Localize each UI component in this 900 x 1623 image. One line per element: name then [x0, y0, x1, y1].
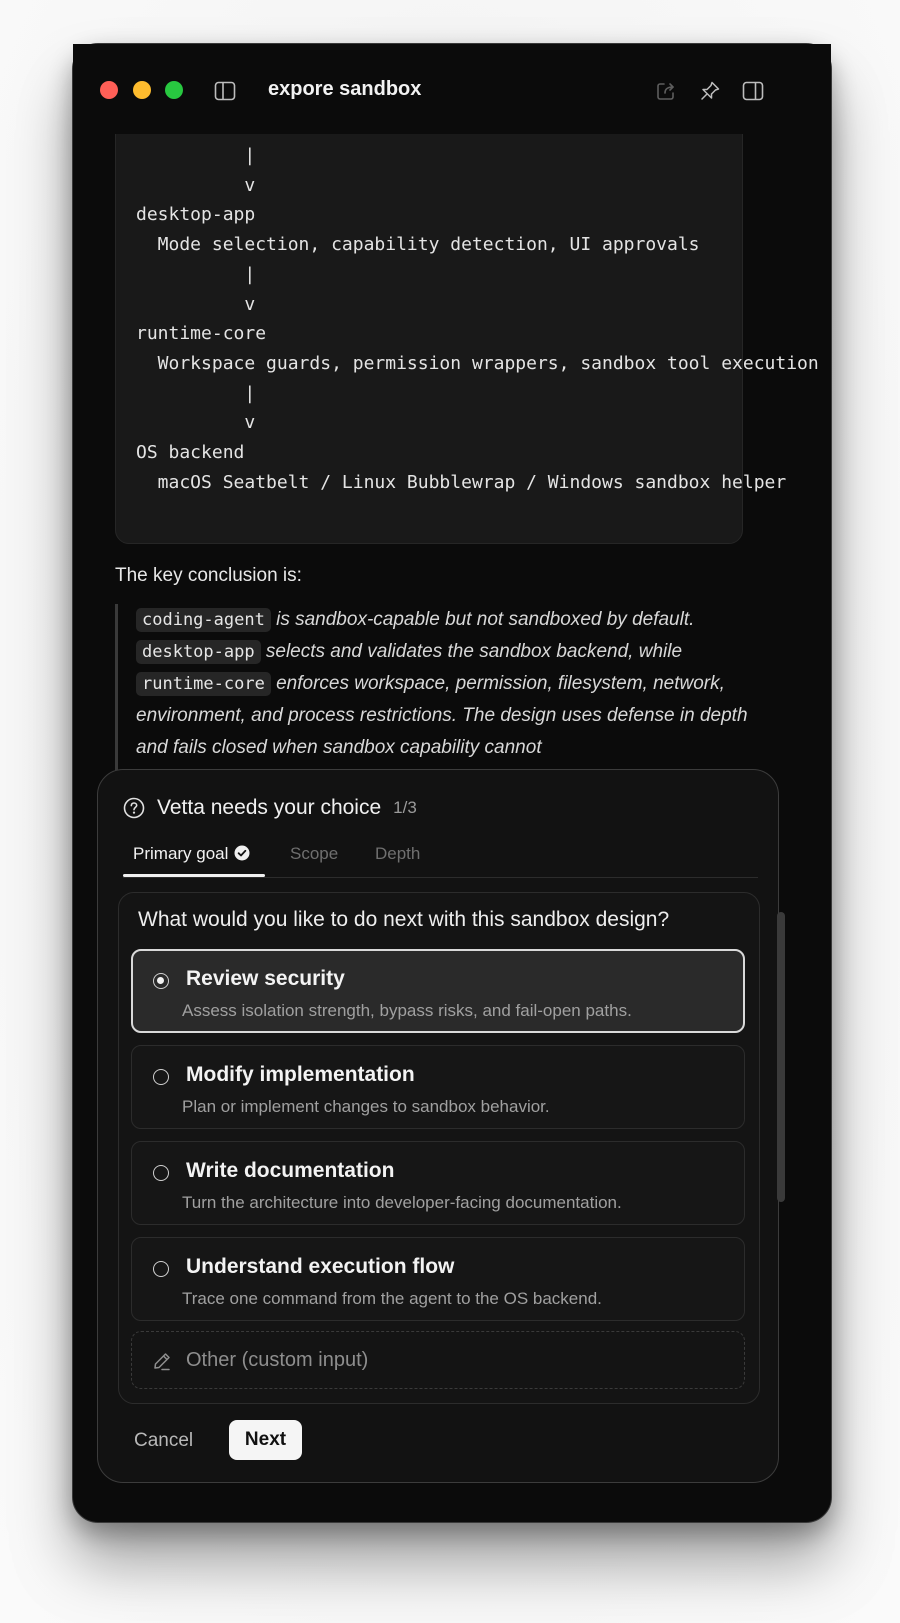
cancel-button[interactable]: Cancel	[134, 1430, 194, 1451]
next-button[interactable]: Next	[229, 1420, 302, 1460]
dialog-title: Vetta needs your choice	[157, 796, 382, 819]
option-review-security[interactable]	[131, 949, 745, 1033]
option-write-documentation[interactable]	[131, 1141, 745, 1225]
app-window	[72, 43, 832, 1523]
sidebar-toggle-icon[interactable]	[214, 80, 236, 102]
window-title: expore sandbox	[268, 78, 422, 100]
custom-input-label: Other (custom input)	[186, 1349, 369, 1371]
tab-primary-goal[interactable]	[133, 844, 250, 864]
quote-text: is sandbox-capable but not sandboxed by default.	[270, 609, 695, 630]
title-bar	[73, 44, 831, 134]
option-label: Write documentation	[186, 1159, 395, 1182]
option-label: Modify implementation	[186, 1063, 415, 1086]
option-description: Trace one command from the agent to the OS backend.	[182, 1289, 602, 1308]
question-panel	[118, 892, 760, 1404]
inline-code-coding-agent: coding-agent	[136, 608, 271, 632]
option-description: Assess isolation strength, bypass risks, and fail-open paths.	[182, 1001, 632, 1020]
radio-unselected[interactable]	[153, 1261, 169, 1277]
active-tab-indicator	[123, 874, 265, 877]
right-panel-toggle-icon[interactable]	[742, 80, 764, 102]
option-understand-execution-flow[interactable]	[131, 1237, 745, 1321]
zoom-window-button[interactable]	[165, 81, 183, 99]
quote-text: selects and validates the sandbox backend, while	[260, 641, 683, 662]
step-counter: 1/3	[393, 798, 417, 817]
question-circle-icon	[123, 797, 145, 819]
option-description: Plan or implement changes to sandbox behavior.	[182, 1097, 550, 1116]
option-description: Turn the architecture into developer-facing documentation.	[182, 1193, 622, 1212]
conclusion-intro: The key conclusion is:	[115, 565, 302, 586]
close-window-button[interactable]	[100, 81, 118, 99]
custom-input-option[interactable]	[131, 1331, 745, 1389]
minimize-window-button[interactable]	[133, 81, 151, 99]
choice-dialog	[97, 769, 779, 1483]
radio-selected[interactable]	[153, 973, 169, 989]
inline-code-runtime-core: runtime-core	[136, 672, 271, 696]
inline-code-desktop-app: desktop-app	[136, 640, 261, 664]
option-label: Review security	[186, 967, 345, 990]
step-tabs	[123, 838, 758, 878]
tab-label: Primary goal	[133, 844, 229, 863]
tab-depth[interactable]: Depth	[375, 844, 421, 863]
check-circle-icon	[234, 845, 250, 861]
scrollbar[interactable]	[777, 912, 785, 1202]
radio-unselected[interactable]	[153, 1069, 169, 1085]
tab-scope[interactable]: Scope	[290, 844, 339, 863]
option-modify-implementation[interactable]	[131, 1045, 745, 1129]
radio-unselected[interactable]	[153, 1165, 169, 1181]
option-label: Understand execution flow	[186, 1255, 455, 1278]
conversation-content	[73, 134, 831, 1522]
quote-text: enforces workspace, permission, filesystem, network, environment, and process restrictions. The design uses defense in depth and fails closed when sandbox capability cannot	[136, 673, 748, 758]
dialog-header	[123, 794, 417, 822]
code-text: | v desktop-app Mode selection, capability detection, UI approvals | v runtime-core Workspace guards, permission wrappers, sandbox tool execution | v OS backend macOS Seatbelt / Linux Bubblewrap / Windows sandbox helper	[136, 145, 819, 493]
share-icon[interactable]	[655, 80, 677, 102]
code-block	[115, 114, 819, 544]
question-text: What would you like to do next with this sandbox design?	[138, 908, 670, 931]
pin-icon[interactable]	[699, 80, 721, 102]
pencil-icon	[152, 1351, 172, 1371]
